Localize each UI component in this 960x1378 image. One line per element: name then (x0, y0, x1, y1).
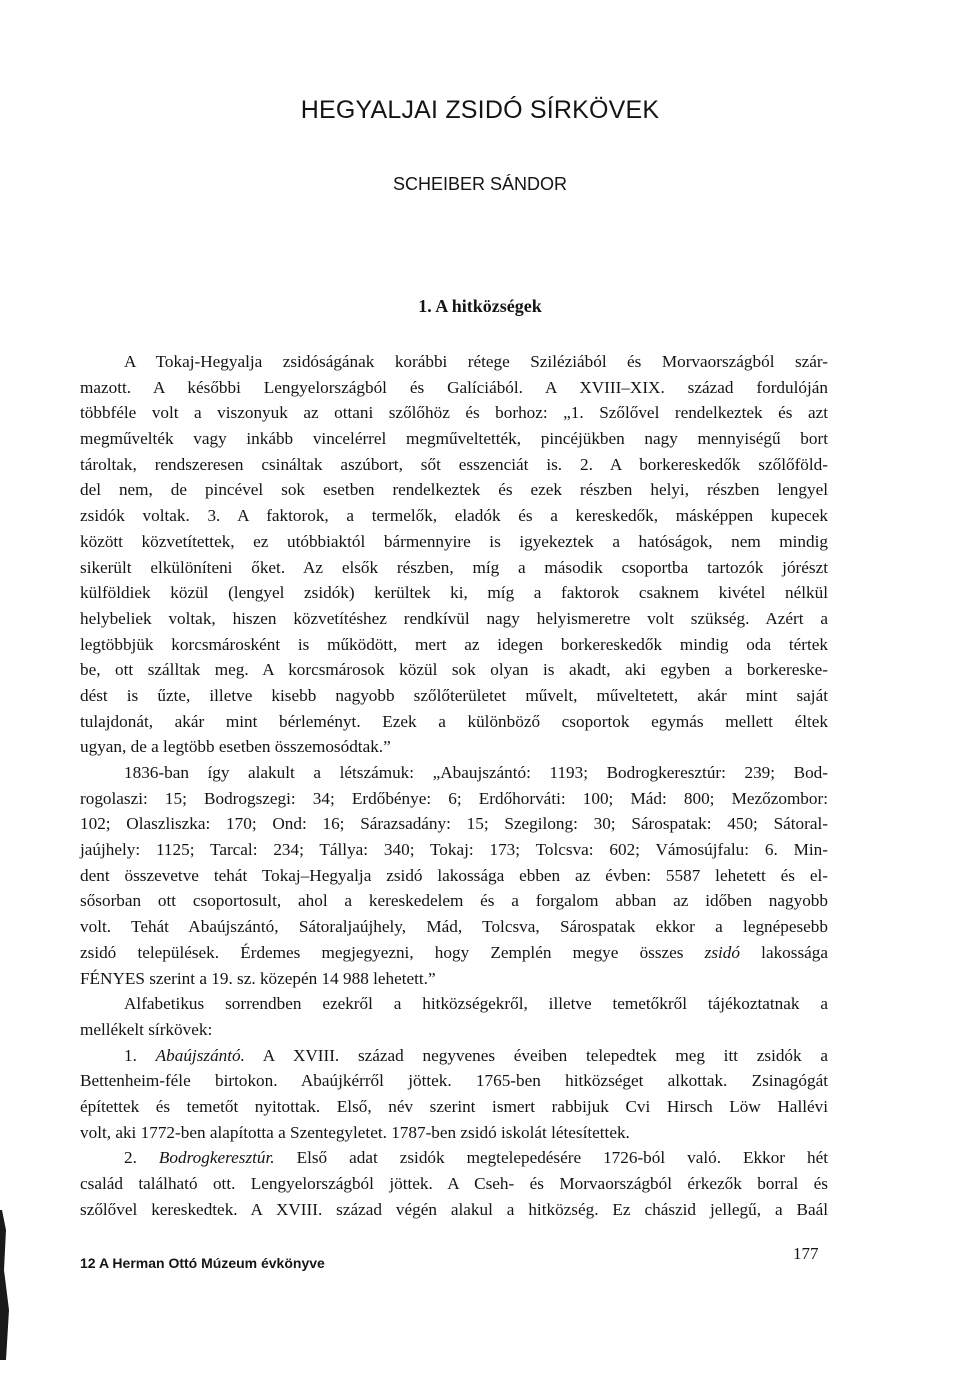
text-line-mixed (80, 1145, 828, 1171)
text-line: építettek és temetőt nyitottak. Első, név szerint ismert rabbijuk Cvi Hirsch Löw Hallévi (80, 1096, 828, 1116)
text-line: dést is űzte, illetve kisebb nagyobb szőlőterületet művelt, műveltetett, akár mint saját (80, 685, 828, 705)
text-line: ugyan, de a legtöbb esetben összemosódtak.” (80, 737, 391, 757)
text-segment: A XVIII. század negyvenes éveiben telepedtek meg itt zsidók a (244, 1045, 828, 1065)
article-body (80, 349, 828, 1222)
text-line: dent összevetve tehát Tokaj–Hegyalja zsidó lakossága ebben az évben: 5587 lehetett és el- (80, 865, 828, 885)
text-line: zsidók voltak. 3. A faktorok, a termelők, eladók és a kereskedők, másképpen kupecek (80, 506, 828, 526)
text-line: megművelték vagy inkább vincelérrel megműveltették, pincéjükben nagy mennyiségű bort (80, 429, 828, 449)
text-line: sősorban ott csoportosult, ahol a kereskedelem és a forgalom abban az időben nagyobb (80, 891, 828, 911)
text-line: Bettenheim-féle birtokon. Abaújkérről jöttek. 1765-ben hitközséget alkottak. Zsinagógát (80, 1071, 828, 1091)
place-name: Abaújszántó. (155, 1045, 245, 1065)
text-line: 1836-ban így alakult a létszámuk: „Abaujszántó: 1193; Bodrogkeresztúr: 239; Bod- (124, 763, 828, 782)
text-line: del nem, de pincével sok esetben rendelkeztek és ezek részben helyi, részben lengyel (80, 480, 828, 500)
author-name: SCHEIBER SÁNDOR (392, 174, 568, 194)
text-line: tároltak, rendszeresen csináltak aszúbort, sőt esszenciát is. 2. A borkereskedők szőlőföld- (80, 454, 828, 474)
list-number: 2. (124, 1148, 159, 1168)
text-line: volt. Tehát Abaújszántó, Sátoraljaújhely, Mád, Tolcsva, Sárospatak ekkor a legnépesebb (80, 917, 828, 937)
text-segment: zsidó települések. Érdemes megjegyezni, hogy Zemplén megye összes (80, 942, 705, 962)
article-title: HEGYALJAI ZSIDÓ SÍRKÖVEK (300, 96, 660, 124)
text-line: szőlővel kereskedtek. A XVIII. század végén alakul a hitközség. Ez chászid jellegű, a Baál (80, 1199, 828, 1219)
italic-term: zsidó (704, 942, 740, 962)
text-line: tulajdonát, akár mint bérleményt. Ezek a különböző csoportok egymás mellett éltek (80, 711, 828, 731)
text-line: volt, aki 1772-ben alapította a Szentegyletet. 1787-ben zsidó iskolát létesítettek. (80, 1122, 630, 1142)
text-line: között közvetítettek, ez utóbbiaktól bármennyire is igyekeztek a hatóságok, nem mindig (80, 531, 828, 551)
text-line: rogolaszi: 15; Bodrogszegi: 34; Erdőbénye: 6; Erdőhorváti: 100; Mád: 800; Mezőzombor: (80, 788, 828, 808)
text-segment: lakossága (740, 942, 828, 962)
text-line: külföldiek közül (lengyel zsidók) kerültek ki, míg a faktorok csaknem kivétel nélkül (80, 583, 828, 603)
text-line: jaújhely: 1125; Tarcal: 234; Tállya: 340; Tokaj: 173; Tolcsva: 602; Vámosújfalu: 6. Min- (80, 840, 828, 860)
text-line: 102; Olaszliszka: 170; Ond: 16; Sárazsadány: 15; Szegilong: 30; Sárospatak: 450; Sátoral- (80, 814, 828, 834)
text-line: helybeliek voltak, hiszen közvetítéshez rendkívül nagy helyismeretre volt szükség. Azért a (80, 608, 828, 628)
text-line: be, ott szálltak meg. A korcsmárosok közül sok olyan is akadt, aki egyben a borkereske- (80, 660, 828, 680)
section-heading: 1. A hitközségek (418, 296, 542, 316)
text-line-mixed (80, 1043, 828, 1069)
text-line: legtöbbjük korcsmárosként is működött, mert az idegen borkereskedők mindig oda tértek (80, 634, 828, 654)
scan-binding-shadow (0, 1210, 14, 1360)
text-line: FÉNYES szerint a 19. sz. közepén 14 988 lehetett.” (80, 968, 436, 988)
list-number: 1. (124, 1045, 156, 1065)
footer-source: 12 A Herman Ottó Múzeum évkönyve (80, 1255, 325, 1271)
text-line: mellékelt sírkövek: (80, 1019, 213, 1039)
text-line: sikerült elkülöníteni őket. Az elsők részben, míg a második csoportba tartozók jórészt (80, 557, 828, 577)
text-line-mixed (80, 940, 828, 966)
place-name: Bodrogkeresztúr. (158, 1148, 275, 1168)
text-line: mazott. A későbbi Lengyelországból és Galíciából. A XVIII–XIX. század fordulóján (80, 377, 828, 397)
text-line: többféle volt a viszonyuk az ottani szőlőhöz és borhoz: „1. Szőlővel rendelkeztek és azt (80, 403, 828, 423)
text-line: A Tokaj-Hegyalja zsidóságának korábbi rétege Sziléziából és Morvaországból szár- (124, 352, 828, 371)
text-line: Alfabetikus sorrendben ezekről a hitközségekről, illetve temetőkről tájékoztatnak a (124, 994, 828, 1014)
page-number: 177 (793, 1244, 819, 1263)
text-segment: Első adat zsidók megtelepedésére 1726-ból való. Ekkor hét (274, 1148, 829, 1168)
text-line: család található ott. Lengyelországból jöttek. A Cseh- és Morvaországból érkezők borral és (80, 1174, 828, 1193)
